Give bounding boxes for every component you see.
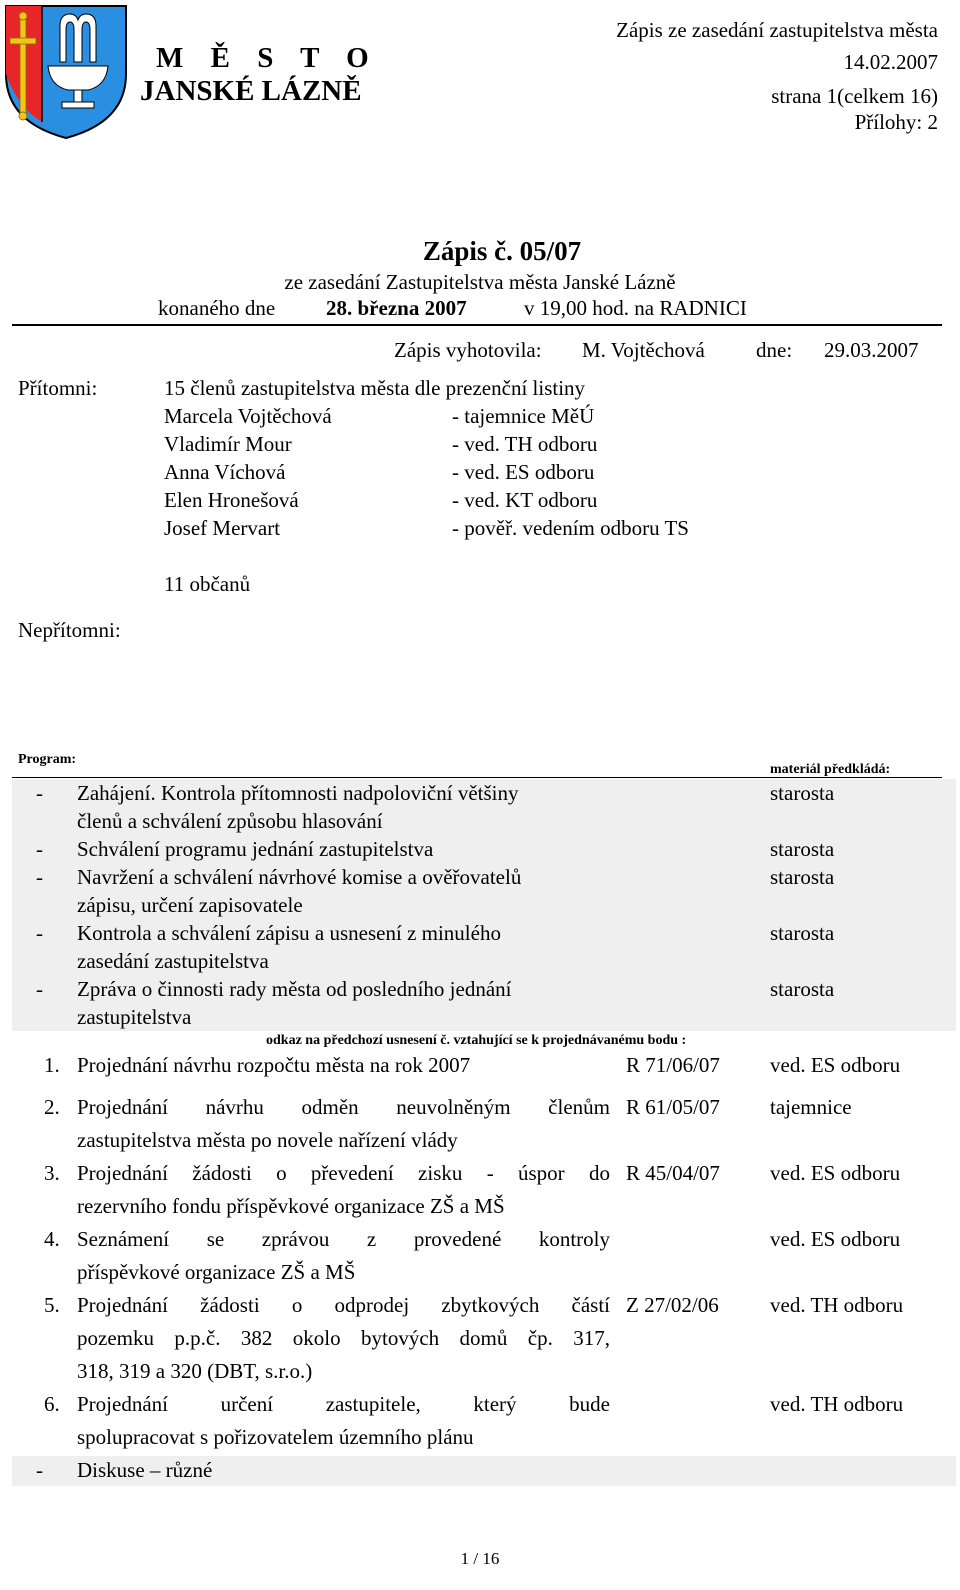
citizens-count: 11 občanů	[164, 572, 251, 596]
attendee-name: Marcela Vojtěchová	[164, 404, 332, 428]
opening-item-text: zastupitelstva	[77, 1005, 192, 1029]
material-presenter-label: materiál předkládá:	[770, 762, 891, 777]
opening-item-text: členů a schválení způsobu hlasování	[77, 809, 383, 833]
program-item-number: 4.	[44, 1227, 60, 1251]
prepared-by-name: M. Vojtěchová	[582, 338, 705, 362]
opening-item-presenter: starosta	[770, 781, 835, 805]
meeting-time-place: v 19,00 hod. na RADNICI	[524, 296, 747, 320]
program-item-text: Seznámení se zprávou z provedené kontroly	[77, 1227, 610, 1251]
program-item-number: 3.	[44, 1161, 60, 1185]
program-item-number: 2.	[44, 1095, 60, 1119]
header-attachments: Přílohy: 2	[854, 110, 938, 134]
opening-item-text: zápisu, určení zapisovatele	[77, 893, 303, 917]
attendee-name: Vladimír Mour	[164, 432, 292, 456]
attendee-role: - tajemnice MěÚ	[452, 404, 595, 428]
program-item-presenter: ved. ES odboru	[770, 1227, 901, 1251]
page-title: Zápis č. 05/07	[422, 236, 582, 266]
attendee-name: Josef Mervart	[164, 516, 281, 540]
program-item-presenter: tajemnice	[770, 1095, 852, 1119]
program-item-number: 1.	[44, 1053, 60, 1077]
opening-item-bullet: -	[36, 865, 43, 889]
reference-column-label: odkaz na předchozí usnesení č. vztahující se k projednávanému bodu :	[266, 1033, 687, 1048]
program-item-reference: R 61/05/07	[626, 1095, 720, 1119]
closing-item-bullet: -	[36, 1458, 43, 1482]
program-item-text: příspěvkové organizace ZŠ a MŠ	[77, 1260, 356, 1284]
attendee-role: - ved. KT odboru	[452, 488, 598, 512]
prepared-date: 29.03.2007	[824, 338, 919, 362]
opening-item-bullet: -	[36, 921, 43, 945]
town-coat-of-arms-logo	[4, 4, 128, 140]
opening-item-presenter: starosta	[770, 865, 835, 889]
program-item-text: Projednání žádosti o odprodej zbytkových částí	[77, 1293, 610, 1317]
town-name-line1: M Ě S T O	[156, 42, 379, 74]
program-item-presenter: ved. TH odboru	[770, 1392, 904, 1416]
program-item-presenter: ved. ES odboru	[770, 1053, 901, 1077]
opening-item-text: Navržení a schválení návrhové komise a ověřovatelů	[77, 865, 522, 889]
opening-item-text: zasedání zastupitelstva	[77, 949, 269, 973]
header-document-title: Zápis ze zasedání zastupitelstva města	[616, 18, 938, 42]
program-item-text: 318, 319 a 320 (DBT, s.r.o.)	[77, 1359, 313, 1383]
meeting-date-prefix: konaného dne	[158, 296, 276, 320]
town-name-line2: JANSKÉ LÁZNĚ	[140, 75, 362, 107]
present-summary: 15 členů zastupitelstva města dle prezenční listiny	[164, 376, 586, 400]
program-item-reference: Z 27/02/06	[626, 1293, 719, 1317]
program-item-text: Projednání návrhu odměn neuvolněným členům	[77, 1095, 610, 1119]
program-item-text: Projednání určení zastupitele, který bude	[77, 1392, 610, 1416]
opening-item-text: Kontrola a schválení zápisu a usnesení z minulého	[77, 921, 501, 945]
program-item-text: Projednání žádosti o převedení zisku - úspor do	[77, 1161, 610, 1185]
attendee-role: - ved. ES odboru	[452, 460, 595, 484]
page-number: 1 / 16	[460, 1549, 500, 1568]
opening-item-bullet: -	[36, 837, 43, 861]
header-page-count: strana 1(celkem 16)	[771, 84, 938, 108]
opening-item-text: Zahájení. Kontrola přítomnosti nadpoloviční většiny	[77, 781, 519, 805]
program-item-presenter: ved. TH odboru	[770, 1293, 904, 1317]
program-label: Program:	[18, 752, 77, 767]
program-item-number: 6.	[44, 1392, 60, 1416]
attendee-role: - ved. TH odboru	[452, 432, 598, 456]
program-item-text: rezervního fondu příspěvkové organizace ZŠ a MŠ	[77, 1194, 505, 1218]
absent-label: Nepřítomni:	[18, 618, 121, 642]
page-subtitle: ze zasedání Zastupitelstva města Janské Lázně	[284, 270, 676, 294]
opening-item-presenter: starosta	[770, 837, 835, 861]
opening-item-bullet: -	[36, 977, 43, 1001]
prepared-date-label: dne:	[756, 338, 793, 362]
opening-item-text: Schválení programu jednání zastupitelstva	[77, 837, 434, 861]
opening-item-presenter: starosta	[770, 921, 835, 945]
attendee-name: Elen Hronešová	[164, 488, 299, 512]
program-item-reference: R 45/04/07	[626, 1161, 720, 1185]
title-divider	[12, 324, 942, 326]
attendee-role: - pověř. vedením odboru TS	[452, 516, 689, 540]
present-label: Přítomni:	[18, 376, 98, 400]
opening-item-presenter: starosta	[770, 977, 835, 1001]
opening-item-bullet: -	[36, 781, 43, 805]
program-item-text: spolupracovat s pořizovatelem územního plánu	[77, 1425, 474, 1449]
program-divider	[12, 777, 942, 778]
program-item-number: 5.	[44, 1293, 60, 1317]
attendee-name: Anna Víchová	[164, 460, 286, 484]
meeting-date: 28. března 2007	[326, 296, 467, 320]
closing-item-text: Diskuse – různé	[77, 1458, 213, 1482]
program-item-reference: R 71/06/07	[626, 1053, 720, 1077]
program-item-text: pozemku p.p.č. 382 okolo bytových domů čp. 317,	[77, 1326, 610, 1350]
prepared-by-label: Zápis vyhotovila:	[394, 338, 542, 362]
program-item-text: Projednání návrhu rozpočtu města na rok 2007	[77, 1053, 471, 1077]
program-item-text: zastupitelstva města po novele nařízení vlády	[77, 1128, 458, 1152]
opening-item-text: Zpráva o činnosti rady města od posledního jednání	[77, 977, 512, 1001]
program-item-presenter: ved. ES odboru	[770, 1161, 901, 1185]
header-date: 14.02.2007	[843, 50, 938, 74]
